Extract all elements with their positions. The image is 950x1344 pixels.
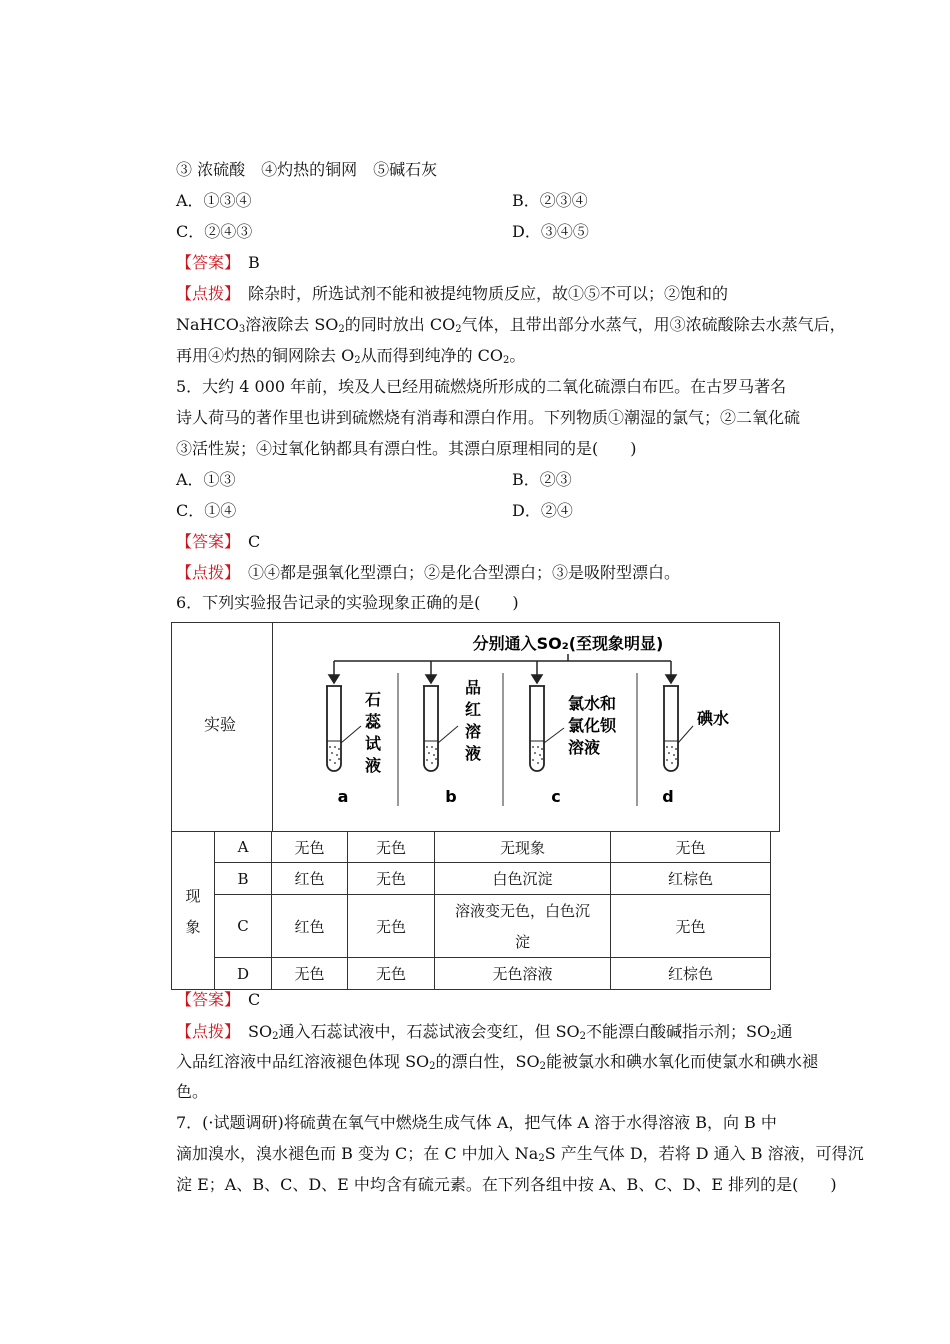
reagent-a-4: 液 [365, 756, 382, 775]
answer-value: B [248, 253, 260, 272]
q5-stem-line3: ③活性炭；④过氧化钠都具有漂白性。其漂白原理相同的是( ) [176, 439, 637, 458]
test-tube-c [529, 686, 545, 771]
t: 2 [272, 1031, 279, 1042]
cell-a: 无色 [272, 832, 348, 863]
t: NaHCO [176, 315, 239, 334]
reagent-c-2: 氯化钡 [568, 716, 617, 735]
q4-options-line: ③ 浓硫酸 ④灼热的铜网 ⑤碱石灰 [176, 160, 438, 179]
table-row [172, 832, 771, 863]
t: 通 [776, 1022, 793, 1041]
diagram-title: 分别通入SO₂(至现象明显) [472, 634, 664, 653]
t: 2 [354, 355, 361, 366]
q6-hint-line3: 色。 [176, 1082, 209, 1101]
reagent-a-2: 蕊 [365, 712, 382, 731]
table-row [172, 863, 771, 895]
reagent-b-1: 品 [465, 678, 482, 697]
tube-label-a: a [337, 787, 349, 806]
observation-label [172, 832, 215, 990]
t: 2 [770, 1031, 777, 1042]
q4-hint-line1 [176, 284, 728, 304]
t: 的漂白性，SO [435, 1052, 540, 1071]
q4-option-c: C．②④③ [176, 222, 253, 241]
option-cell: C [215, 895, 272, 958]
cell-c: 白色沉淀 [435, 863, 611, 895]
t: 不能漂白酸碱指示剂；SO [586, 1022, 771, 1041]
q5-option-a: A．①③ [176, 470, 236, 489]
test-tube-b [423, 686, 439, 771]
cell-c [435, 895, 611, 958]
reagent-b-2: 红 [465, 700, 482, 719]
q5-option-c: C．①④ [176, 501, 237, 520]
hint-tag: 【点拨】 [176, 563, 233, 582]
t: 2 [455, 324, 462, 335]
reagent-c-3: 溶液 [568, 738, 601, 757]
hint-tag: 【点拨】 [176, 284, 233, 303]
q5-option-d: D．②④ [512, 501, 573, 520]
cell-d: 红棕色 [611, 958, 771, 990]
t: 2 [338, 324, 345, 335]
cell-b: 无色 [348, 958, 435, 990]
t: 再用④灼热的铜网除去 O [176, 346, 355, 365]
cell-b: 无色 [348, 863, 435, 895]
t: 入品红溶液中品红溶液褪色体现 SO [176, 1052, 430, 1071]
experiment-label-cell [172, 623, 273, 831]
experiment-figure [171, 622, 780, 832]
q4-option-d: D．③④⑤ [512, 222, 589, 241]
q7-stem-line2 [176, 1144, 864, 1169]
cell-b: 无色 [348, 832, 435, 863]
t: 气体，且带出部分水蒸气，用③浓硫酸除去水蒸气后， [461, 315, 846, 334]
q7-stem-line1: 7．(·试题调研)将硫黄在氧气中燃烧生成气体 A，把气体 A 溶于水得溶液 B，向 B 中 [176, 1113, 777, 1132]
q5-hint [176, 563, 680, 583]
reagent-a-1: 石 [365, 690, 382, 709]
tube-label-c: c [551, 787, 561, 806]
reagent-d: 碘水 [697, 709, 730, 728]
q4-option-b: B．②③④ [512, 191, 588, 210]
reagent-b-3: 溶 [465, 722, 482, 741]
answer-value: C [248, 990, 261, 1009]
cell-d: 无色 [611, 832, 771, 863]
t: 2 [539, 1061, 547, 1072]
test-tube-a [326, 686, 342, 771]
t: 从而得到纯净的 CO [360, 346, 504, 365]
table-row [172, 958, 771, 990]
cell-a: 红色 [272, 895, 348, 958]
q6-hint-line1 [176, 1022, 793, 1047]
t: 2 [538, 1153, 545, 1164]
reagent-c-1: 氯水和 [568, 694, 617, 713]
test-tube-d [663, 686, 679, 771]
cell-c-line1: 溶液变无色，白色沉 [454, 902, 590, 920]
obs-label-1: 现 [185, 886, 201, 905]
apparatus-diagram [273, 623, 780, 831]
t: 2 [579, 1031, 587, 1042]
cell-c: 无色溶液 [435, 958, 611, 990]
t: 的同时放出 CO [344, 315, 456, 334]
t: 。 [509, 346, 526, 365]
option-cell: D [215, 958, 272, 990]
q5-stem-line1: 5．大约 4 000 年前，埃及人已经用硫燃烧所形成的二氧化硫漂白布匹。在古罗马著名 [176, 377, 787, 396]
q5-stem-line2: 诗人荷马的著作里也讲到硫燃烧有消毒和漂白作用。下列物质①潮湿的氯气；②二氧化硫 [176, 408, 801, 427]
cell-c: 无现象 [435, 832, 611, 863]
cell-b: 无色 [348, 895, 435, 958]
q4-hint-line3 [176, 346, 806, 371]
hint-text: 除杂时，所选试剂不能和被提纯物质反应，故①⑤不可以；②饱和的 [248, 284, 729, 303]
obs-label-2: 象 [185, 917, 201, 936]
answer-value: C [248, 532, 261, 551]
answer-tag: 【答案】 [176, 532, 233, 551]
t: 2 [429, 1061, 436, 1072]
q6-answer [176, 990, 260, 1010]
option-cell: A [215, 832, 272, 863]
q5-option-b: B．②③ [512, 470, 572, 489]
tube-label-b: b [445, 787, 457, 806]
q6-stem: 6．下列实验报告记录的实验现象正确的是( ) [176, 593, 519, 612]
q5-answer [176, 532, 260, 552]
q4-hint-line2 [176, 315, 846, 340]
t: S 产生气体 D，若将 D 通入 B 溶液，可得沉 [544, 1144, 864, 1163]
reagent-a-3: 试 [365, 734, 382, 753]
t: 滴加溴水，溴水褪色而 B 变为 C；在 C 中加入 Na [176, 1144, 539, 1163]
cell-a: 无色 [272, 958, 348, 990]
table-row [172, 895, 771, 958]
option-cell: B [215, 863, 272, 895]
t: 能被氯水和碘水氧化而使氯水和碘水褪 [546, 1052, 819, 1071]
cell-d: 红棕色 [611, 863, 771, 895]
answer-tag: 【答案】 [176, 253, 233, 272]
hint-text: ①④都是强氧化型漂白；②是化合型漂白；③是吸附型漂白。 [248, 563, 681, 582]
cell-c-line2: 淀 [514, 933, 530, 951]
t: 通入石蕊试液中，石蕊试液会变红，但 SO [278, 1022, 580, 1041]
t: 3 [238, 324, 246, 335]
cell-a: 红色 [272, 863, 348, 895]
q6-hint-line2 [176, 1052, 819, 1077]
experiment-label: 实验 [204, 715, 237, 734]
q7-stem-line3: 淀 E；A、B、C、D、E 中均含有硫元素。在下列各组中按 A、B、C、D、E 排列的是( ) [176, 1175, 837, 1194]
cell-d: 无色 [611, 895, 771, 958]
observation-table [171, 831, 771, 990]
answer-tag: 【答案】 [176, 990, 233, 1009]
hint-tag: 【点拨】 [176, 1022, 233, 1041]
q4-answer [176, 253, 260, 273]
reagent-b-4: 液 [465, 744, 482, 763]
t: 溶液除去 SO [245, 315, 339, 334]
t: SO [248, 1022, 273, 1041]
tube-label-d: d [662, 787, 674, 806]
q4-option-a: A．①③④ [176, 191, 252, 210]
t: 2 [503, 355, 510, 366]
